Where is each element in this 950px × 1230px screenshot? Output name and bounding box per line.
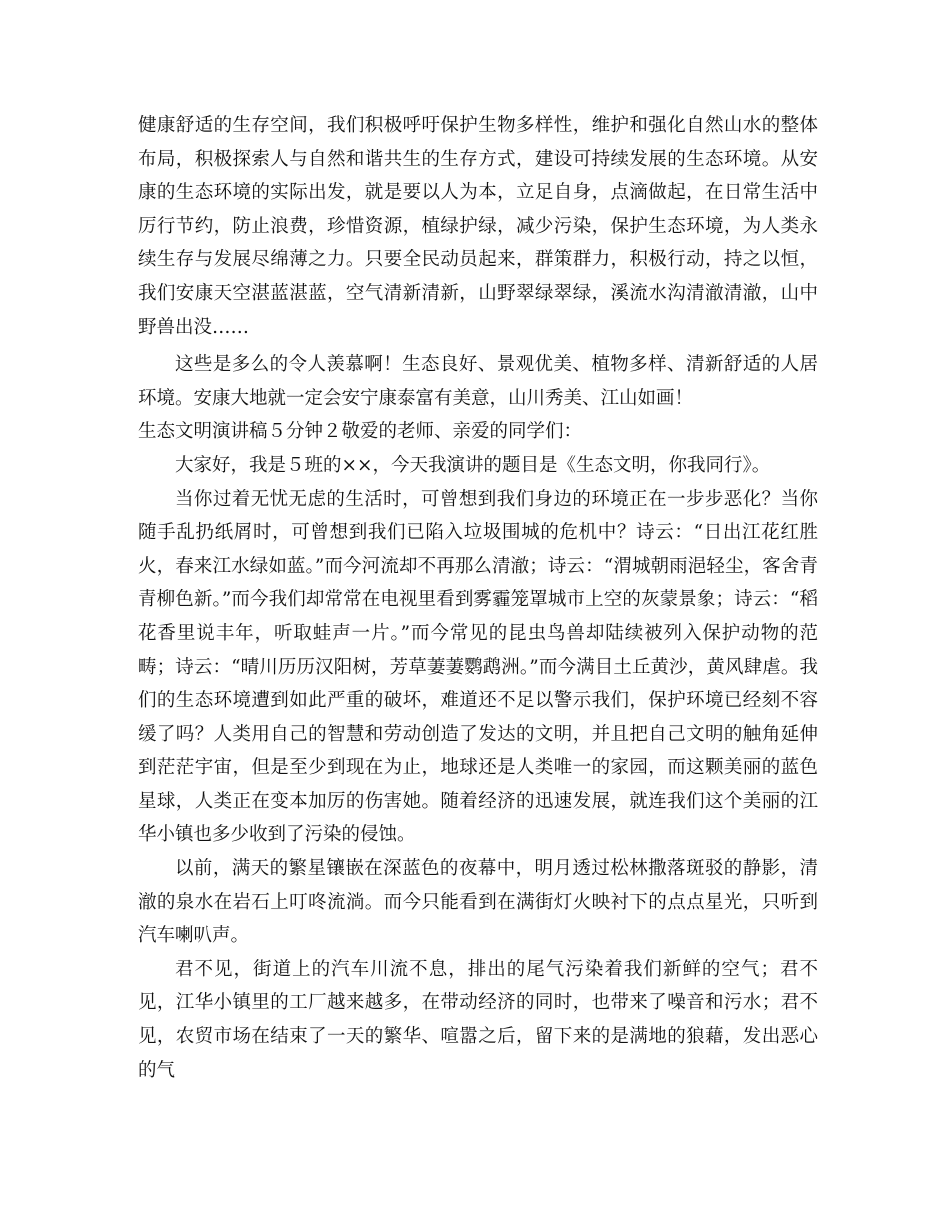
paragraph-2: 这些是多么的令人羡慕啊！生态良好、景观优美、植物多样、清新舒适的人居环境。安康大地就一定会安宁康泰富有美意，山川秀美、江山如画！ <box>138 354 818 409</box>
paragraph-3: 当你过着无忧无虑的生活时，可曾想到我们身边的环境正在一步步恶化？当你随手乱扔纸屑时，可曾想到我们已陷入垃圾围城的危机中？诗云：“日出江花红胜火，春来江水绿如蓝。”而今河流却不再那么清澈；诗云：“渭城朝雨浥轻尘，客舍青青柳色新。”而今我们却常常在电视里看到雾霾笼罩城市上空的灰蒙景象；诗云：“稻花香里说丰年，听取蛙声一片。”而今常见的昆虫鸟兽却陆续被列入保护动物的范畴；诗云：“晴川历历汉阳树，芳草萋萋鹦鹉洲。”而今满目土丘黄沙，黄风肆虐。我们的生态环境遭到如此严重的破坏，难道还不足以警示我们，保护环境已经刻不容缓了吗？人类用自己的智慧和劳动创造了发达的文明，并且把自己文明的触角延伸到茫茫宇宙，但是至少到现在为止，地球还是人类唯一的家园，而这颗美丽的蓝色星球，人类正在变本加厉的伤害她。随着经济的迅速发展，就连我们这个美丽的江华小镇也多少收到了污染的侵蚀。 <box>138 488 818 846</box>
paragraph-5: 君不见，街道上的汽车川流不息，排出的尾气污染着我们新鲜的空气；君不见，江华小镇里的工厂越来越多，在带动经济的同时，也带来了噪音和污水；君不见，农贸市场在结束了一天的繁华、喧嚣之后，留下来的是满地的狼藉，发出恶心的气 <box>138 958 818 1081</box>
paragraph-1: 健康舒适的生存空间，我们积极呼吁保护生物多样性，维护和强化自然山水的整体布局，积极探索人与自然和谐共生的生存方式，建设可持续发展的生态环境。从安康的生态环境的实际出发，就是要以人为本，立足自身，点滴做起，在日常生活中厉行节约，防止浪费，珍惜资源，植绿护绿，减少污染，保护生态环境，为人类永续生存与发展尽绵薄之力。只要全民动员起来，群策群力，积极行动，持之以恒，我们安康天空湛蓝湛蓝，空气清新清新，山野翠绿翠绿，溪流水沟清澈清澈，山中野兽出没…… <box>138 115 818 338</box>
paragraph-greeting: 大家好，我是５班的××，今天我演讲的题目是《生态文明，你我同行》。 <box>175 454 771 476</box>
section-heading: 生态文明演讲稿５分钟２敬爱的老师、亲爱的同学们： <box>138 421 583 443</box>
document-body <box>138 109 818 1087</box>
paragraph-4: 以前，满天的繁星镶嵌在深蓝色的夜幕中，明月透过松林撒落斑驳的静影，清澈的泉水在岩石上叮咚流淌。而今只能看到在满街灯火映衬下的点点星光，只听到汽车喇叭声。 <box>138 858 818 947</box>
